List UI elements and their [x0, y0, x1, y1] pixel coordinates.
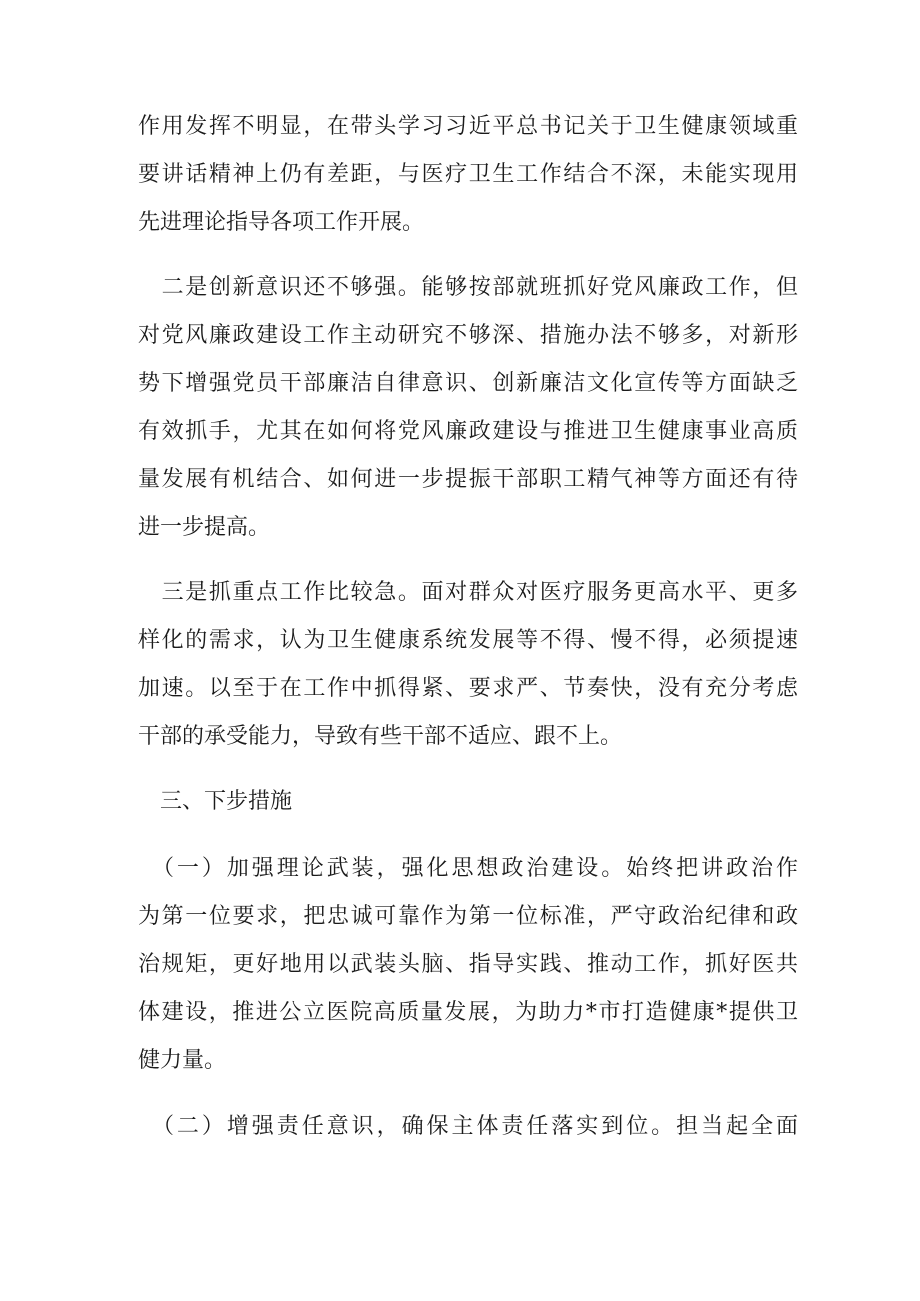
text-line: （一）加强理论武装，强化思想政治建设。始终把讲政治作: [138, 856, 798, 881]
text-line: 加速。以至于在工作中抓得紧、要求严、节奏快，没有充分考虑: [138, 676, 798, 701]
text-line: 要讲话精神上仍有差距，与医疗卫生工作结合不深，未能实现用: [138, 162, 798, 187]
text-line: 体建设，推进公立医院高质量发展，为助力*市打造健康*提供卫: [138, 1000, 798, 1025]
text-line: 先进理论指导各项工作开展。: [138, 210, 425, 235]
text-line: 干部的承受能力，导致有些干部不适应、跟不上。: [138, 724, 623, 749]
text-line: 量发展有机结合、如何进一步提振干部职工精气神等方面还有待: [138, 467, 798, 492]
text-line: 健力量。: [138, 1048, 227, 1073]
text-line: 二是创新意识还不够强。能够按部就班抓好党风廉政工作，但: [138, 275, 798, 300]
text-line: 三是抓重点工作比较急。面对群众对医疗服务更高水平、更多: [138, 580, 798, 605]
text-line: 样化的需求，认为卫生健康系统发展等不得、慢不得，必须提速: [138, 628, 798, 653]
text-line: 有效抓手，尤其在如何将党风廉政建设与推进卫生健康事业高质: [138, 419, 798, 444]
text-line: 对党风廉政建设工作主动研究不够深、措施办法不够多，对新形: [138, 323, 798, 348]
text-line: （二）增强责任意识，确保主体责任落实到位。担当起全面: [138, 1114, 798, 1139]
text-line: 为第一位要求，把忠诚可靠作为第一位标准，严守政治纪律和政: [138, 904, 798, 929]
text-line: 治规矩，更好地用以武装头脑、指导实践、推动工作，抓好医共: [138, 952, 798, 977]
text-line: 进一步提高。: [138, 515, 271, 540]
text-line: 作用发挥不明显，在带头学习习近平总书记关于卫生健康领域重: [138, 114, 798, 139]
section-heading: 三、下步措施: [138, 789, 293, 814]
text-line: 势下增强党员干部廉洁自律意识、创新廉洁文化宣传等方面缺乏: [138, 371, 798, 396]
